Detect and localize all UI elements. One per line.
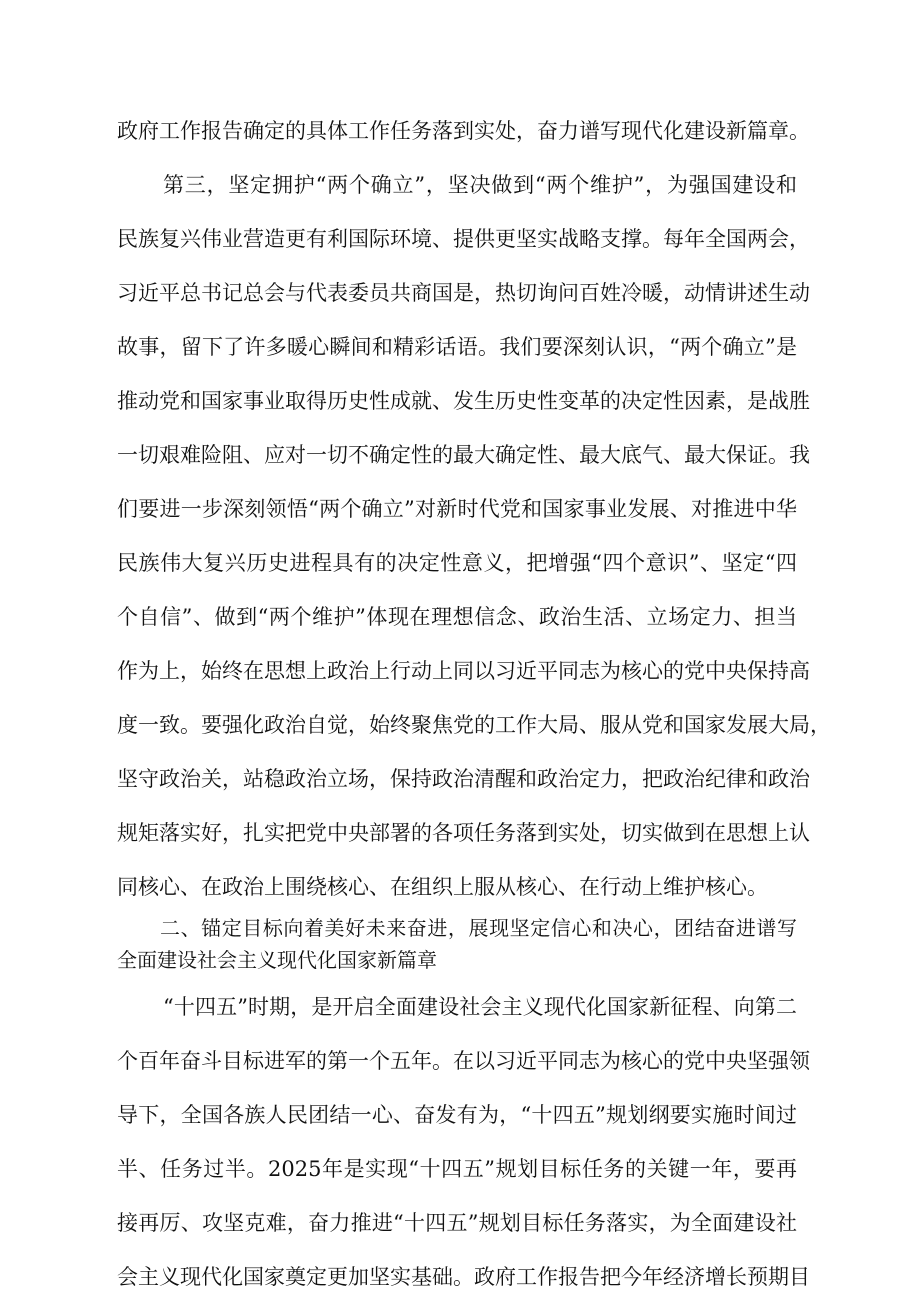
paragraph-line: 坚守政治关，站稳政治立场，保持政治清醒和政治定力，把政治纪律和政治 bbox=[117, 767, 810, 791]
paragraph-line: 会主义现代化国家奠定更加坚实基础。政府工作报告把今年经济增长预期目 bbox=[117, 1265, 810, 1289]
paragraph-line: 一切艰难险阻、应对一切不确定性的最大确定性、最大底气、最大保证。我 bbox=[117, 443, 810, 467]
paragraph-line: 导下，全国各族人民团结一心、奋发有为，“十四五”规划纲要实施时间过 bbox=[117, 1103, 797, 1127]
paragraph-line: 推动党和国家事业取得历史性成就、发生历史性变革的决定性因素，是战胜 bbox=[117, 389, 810, 413]
paragraph-line: 规矩落实好，扎实把党中央部署的各项任务落到实处，切实做到在思想上认 bbox=[117, 821, 810, 845]
paragraph-line: 们要进一步深刻领悟“两个确立”对新时代党和国家事业发展、对推进中华 bbox=[117, 497, 797, 521]
paragraph-line: 第三，坚定拥护“两个确立”，坚决做到“两个维护”，为强国建设和 bbox=[163, 173, 797, 197]
paragraph-line: 度一致。要强化政治自觉，始终聚焦党的工作大局、服从党和国家发展大局， bbox=[117, 713, 831, 737]
section-heading-line: 二、锚定目标向着美好未来奋进，展现坚定信心和决心，团结奋进谱写 bbox=[160, 916, 797, 940]
paragraph-line: 作为上，始终在思想上政治上行动上同以习近平同志为核心的党中央保持高 bbox=[117, 659, 810, 683]
paragraph-line: 民族伟大复兴历史进程具有的决定性意义，把增强“四个意识”、坚定“四 bbox=[117, 551, 797, 575]
paragraph-line: 故事，留下了许多暖心瞬间和精彩话语。我们要深刻认识，“两个确立”是 bbox=[117, 335, 797, 359]
section-heading-line: 全面建设社会主义现代化国家新篇章 bbox=[117, 948, 437, 972]
paragraph-intro-line: 政府工作报告确定的具体工作任务落到实处，奋力谱写现代化建设新篇章。 bbox=[117, 119, 810, 143]
paragraph-line: 习近平总书记总会与代表委员共商国是，热切询问百姓冷暖，动情讲述生动 bbox=[117, 281, 810, 305]
paragraph-line: 个百年奋斗目标进军的第一个五年。在以习近平同志为核心的党中央坚强领 bbox=[117, 1049, 810, 1073]
paragraph-line: 民族复兴伟业营造更有利国际环境、提供更坚实战略支撑。每年全国两会， bbox=[117, 227, 810, 251]
paragraph-line: “十四五”时期，是开启全面建设社会主义现代化国家新征程、向第二 bbox=[163, 995, 797, 1019]
paragraph-line: 半、任务过半。2025年是实现“十四五”规划目标任务的关键一年，要再 bbox=[117, 1157, 797, 1181]
paragraph-line: 接再厉、攻坚克难，奋力推进“十四五”规划目标任务落实，为全面建设社 bbox=[117, 1211, 797, 1235]
paragraph-line: 个自信”、做到“两个维护”体现在理想信念、政治生活、立场定力、担当 bbox=[117, 605, 797, 629]
paragraph-line: 同核心、在政治上围绕核心、在组织上服从核心、在行动上维护核心。 bbox=[117, 875, 768, 899]
